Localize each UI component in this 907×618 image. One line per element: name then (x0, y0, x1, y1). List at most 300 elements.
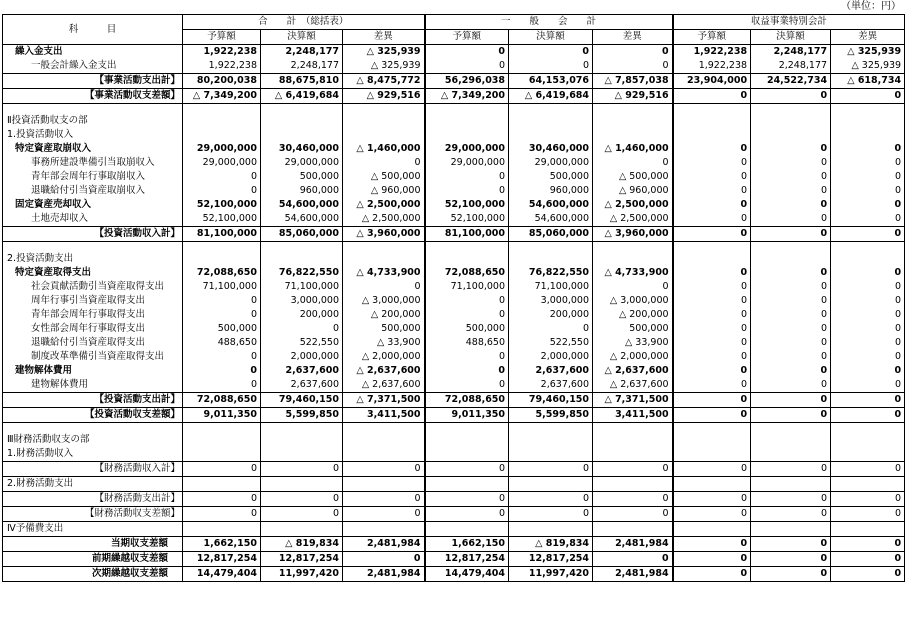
value-cell: 0 (425, 378, 509, 393)
value-cell: △ 6,419,684 (509, 89, 593, 104)
value-cell: 72,088,650 (425, 266, 509, 280)
value-cell: △ 2,637,600 (593, 378, 673, 393)
value-cell: 0 (673, 308, 751, 322)
value-cell: △ 2,637,600 (343, 364, 425, 378)
value-cell: 29,000,000 (183, 156, 261, 170)
value-cell: 0 (751, 507, 831, 522)
value-cell: 200,000 (261, 308, 343, 322)
header-item: 科 目 (3, 15, 183, 45)
value-cell: △ 2,637,600 (343, 378, 425, 393)
value-cell (183, 433, 261, 447)
value-cell (673, 522, 751, 537)
value-cell: 71,100,000 (261, 280, 343, 294)
value-cell (831, 433, 905, 447)
value-cell: 0 (425, 364, 509, 378)
col-actual: 決算額 (751, 30, 831, 45)
blank-cell (425, 104, 509, 115)
value-cell (831, 477, 905, 492)
value-cell: △ 4,733,900 (593, 266, 673, 280)
value-cell: 0 (673, 266, 751, 280)
value-cell: 0 (593, 45, 673, 60)
row-label: Ⅱ投資活動収支の部 (3, 114, 183, 128)
value-cell: 23,904,000 (673, 74, 751, 89)
row-label: 【投資活動収支差額】 (3, 408, 183, 423)
value-cell: 0 (831, 280, 905, 294)
value-cell: 29,000,000 (425, 142, 509, 156)
blank-cell (183, 104, 261, 115)
row-label: 土地売却収入 (3, 212, 183, 227)
value-cell: 2,481,984 (593, 567, 673, 582)
value-cell: 79,460,150 (509, 393, 593, 408)
value-cell (425, 522, 509, 537)
row-label: 事務所建設準備引当取崩収入 (3, 156, 183, 170)
value-cell: △ 2,000,000 (343, 350, 425, 364)
row-label: 建物解体費用 (3, 378, 183, 393)
blank-cell (673, 104, 751, 115)
value-cell: △ 325,939 (343, 45, 425, 60)
value-cell: 0 (831, 294, 905, 308)
row-label: 当期収支差額 (3, 537, 183, 552)
value-cell: 0 (673, 336, 751, 350)
value-cell: 0 (751, 492, 831, 507)
value-cell (425, 252, 509, 266)
value-cell: 0 (831, 507, 905, 522)
blank-cell (509, 104, 593, 115)
value-cell: 85,060,000 (509, 227, 593, 242)
value-cell: 0 (751, 142, 831, 156)
value-cell (183, 522, 261, 537)
value-cell (183, 252, 261, 266)
value-cell: △ 33,900 (343, 336, 425, 350)
table-row (3, 45, 905, 60)
value-cell: △ 1,460,000 (343, 142, 425, 156)
table-row (3, 227, 905, 242)
table-row (3, 462, 905, 477)
value-cell: 30,460,000 (509, 142, 593, 156)
table-row (3, 74, 905, 89)
col-budget: 予算額 (425, 30, 509, 45)
value-cell: 0 (673, 280, 751, 294)
value-cell: △ 929,516 (593, 89, 673, 104)
value-cell: 0 (751, 184, 831, 198)
row-label: 1.投資活動収入 (3, 128, 183, 142)
value-cell: 14,479,404 (425, 567, 509, 582)
value-cell: △ 8,475,772 (343, 74, 425, 89)
blank-cell (751, 423, 831, 434)
blank-cell (593, 242, 673, 253)
value-cell: 0 (831, 364, 905, 378)
col-diff: 差異 (343, 30, 425, 45)
value-cell (751, 433, 831, 447)
value-cell (261, 252, 343, 266)
blank-cell (831, 242, 905, 253)
value-cell: 500,000 (261, 170, 343, 184)
value-cell: 0 (183, 350, 261, 364)
value-cell: 200,000 (509, 308, 593, 322)
value-cell: 2,000,000 (261, 350, 343, 364)
value-cell: 12,817,254 (183, 552, 261, 567)
value-cell (593, 433, 673, 447)
table-row (3, 447, 905, 462)
value-cell: 2,248,177 (751, 59, 831, 74)
value-cell: 0 (425, 59, 509, 74)
table-row (3, 242, 905, 253)
blank-cell (673, 242, 751, 253)
value-cell (593, 477, 673, 492)
value-cell: 0 (751, 552, 831, 567)
table-row (3, 294, 905, 308)
value-cell: 488,650 (183, 336, 261, 350)
table-row (3, 156, 905, 170)
value-cell: 1,922,238 (673, 59, 751, 74)
value-cell: 0 (831, 408, 905, 423)
value-cell: 0 (673, 537, 751, 552)
value-cell (261, 477, 343, 492)
value-cell: 0 (593, 462, 673, 477)
value-cell (425, 477, 509, 492)
value-cell: 0 (673, 408, 751, 423)
blank-cell (3, 104, 183, 115)
value-cell: △ 7,371,500 (593, 393, 673, 408)
blank-cell (261, 242, 343, 253)
value-cell: 0 (673, 462, 751, 477)
table-row (3, 408, 905, 423)
value-cell: 0 (751, 89, 831, 104)
row-label: 【事業活動収支差額】 (3, 89, 183, 104)
value-cell (509, 252, 593, 266)
value-cell (261, 114, 343, 128)
value-cell: 0 (751, 322, 831, 336)
row-label: 【事業活動支出計】 (3, 74, 183, 89)
table-row (3, 170, 905, 184)
value-cell: 0 (673, 492, 751, 507)
value-cell: 0 (183, 184, 261, 198)
table-row (3, 492, 905, 507)
value-cell: 0 (343, 552, 425, 567)
value-cell: 0 (751, 280, 831, 294)
value-cell: 0 (751, 537, 831, 552)
row-label: 前期繰越収支差額 (3, 552, 183, 567)
value-cell: △ 929,516 (343, 89, 425, 104)
value-cell: 0 (343, 280, 425, 294)
value-cell: 72,088,650 (183, 266, 261, 280)
value-cell: △ 500,000 (593, 170, 673, 184)
value-cell: △ 6,419,684 (261, 89, 343, 104)
blank-cell (261, 423, 343, 434)
row-label: 女性部会周年行事取得支出 (3, 322, 183, 336)
table-row (3, 198, 905, 212)
value-cell (183, 128, 261, 142)
value-cell: 0 (673, 294, 751, 308)
value-cell: 1,922,238 (673, 45, 751, 60)
value-cell: 0 (831, 336, 905, 350)
value-cell: 500,000 (509, 170, 593, 184)
row-label: 1.財務活動収入 (3, 447, 183, 462)
value-cell: 30,460,000 (261, 142, 343, 156)
value-cell: 0 (343, 492, 425, 507)
value-cell: △ 960,000 (343, 184, 425, 198)
row-label: 建物解体費用 (3, 364, 183, 378)
table-row (3, 507, 905, 522)
value-cell (343, 477, 425, 492)
value-cell (673, 477, 751, 492)
table-row (3, 552, 905, 567)
value-cell: 0 (343, 507, 425, 522)
table-row (3, 266, 905, 280)
value-cell: 0 (425, 294, 509, 308)
value-cell: 500,000 (183, 322, 261, 336)
value-cell: 0 (425, 170, 509, 184)
value-cell: 0 (831, 322, 905, 336)
value-cell: 0 (673, 378, 751, 393)
value-cell: 0 (751, 336, 831, 350)
value-cell: 3,411,500 (593, 408, 673, 423)
value-cell: 2,637,600 (261, 378, 343, 393)
value-cell: 0 (593, 507, 673, 522)
value-cell: 0 (831, 142, 905, 156)
value-cell (509, 522, 593, 537)
value-cell: 0 (751, 408, 831, 423)
value-cell: 76,822,550 (261, 266, 343, 280)
value-cell: 5,599,850 (509, 408, 593, 423)
row-label: Ⅳ予備費支出 (3, 522, 183, 537)
value-cell: 24,522,734 (751, 74, 831, 89)
value-cell: 56,296,038 (425, 74, 509, 89)
row-label: 退職給付引当資産取得支出 (3, 336, 183, 350)
value-cell: 72,088,650 (425, 393, 509, 408)
value-cell: 0 (831, 170, 905, 184)
value-cell: 0 (183, 378, 261, 393)
value-cell: 0 (343, 462, 425, 477)
value-cell (751, 477, 831, 492)
value-cell: 54,600,000 (261, 198, 343, 212)
value-cell: 0 (673, 212, 751, 227)
value-cell: 0 (425, 45, 509, 60)
value-cell: 80,200,038 (183, 74, 261, 89)
value-cell: 0 (751, 266, 831, 280)
value-cell: 0 (261, 492, 343, 507)
value-cell: 29,000,000 (509, 156, 593, 170)
value-cell: △ 33,900 (593, 336, 673, 350)
value-cell: 0 (751, 212, 831, 227)
value-cell: △ 2,500,000 (593, 212, 673, 227)
value-cell: 0 (183, 462, 261, 477)
value-cell: 0 (673, 142, 751, 156)
value-cell: 11,997,420 (261, 567, 343, 582)
value-cell: 0 (509, 45, 593, 60)
value-cell: 0 (261, 462, 343, 477)
value-cell: 522,550 (509, 336, 593, 350)
value-cell: 0 (831, 184, 905, 198)
value-cell (593, 114, 673, 128)
value-cell: 0 (751, 198, 831, 212)
value-cell: 0 (831, 198, 905, 212)
value-cell: 0 (673, 227, 751, 242)
value-cell: △ 200,000 (343, 308, 425, 322)
blank-cell (509, 423, 593, 434)
value-cell: 54,600,000 (509, 198, 593, 212)
value-cell: 3,000,000 (261, 294, 343, 308)
blank-cell (343, 104, 425, 115)
value-cell: 71,100,000 (425, 280, 509, 294)
table-row (3, 104, 905, 115)
row-label: 2.投資活動支出 (3, 252, 183, 266)
row-label: 【投資活動収入計】 (3, 227, 183, 242)
value-cell (509, 114, 593, 128)
blank-cell (831, 104, 905, 115)
value-cell: 0 (751, 364, 831, 378)
value-cell: 500,000 (425, 322, 509, 336)
value-cell (751, 114, 831, 128)
value-cell: 0 (831, 552, 905, 567)
value-cell: 0 (261, 507, 343, 522)
value-cell: 71,100,000 (509, 280, 593, 294)
value-cell: 0 (751, 378, 831, 393)
value-cell: 0 (751, 567, 831, 582)
value-cell: 0 (751, 462, 831, 477)
value-cell: △ 7,857,038 (593, 74, 673, 89)
value-cell: 0 (831, 308, 905, 322)
value-cell: 2,481,984 (593, 537, 673, 552)
value-cell (343, 252, 425, 266)
col-actual: 決算額 (509, 30, 593, 45)
value-cell (509, 447, 593, 462)
value-cell: 9,011,350 (425, 408, 509, 423)
col-budget: 予算額 (183, 30, 261, 45)
table-row (3, 322, 905, 336)
value-cell: 0 (593, 492, 673, 507)
value-cell: 0 (831, 350, 905, 364)
value-cell (751, 522, 831, 537)
value-cell: 1,922,238 (183, 59, 261, 74)
value-cell: 0 (593, 280, 673, 294)
value-cell (831, 128, 905, 142)
value-cell: 2,481,984 (343, 567, 425, 582)
table-row (3, 280, 905, 294)
value-cell: 14,479,404 (183, 567, 261, 582)
value-cell (261, 522, 343, 537)
value-cell: 0 (673, 156, 751, 170)
row-label: 特定資産取得支出 (3, 266, 183, 280)
value-cell: 0 (831, 393, 905, 408)
value-cell: 0 (751, 227, 831, 242)
row-label: Ⅲ財務活動収支の部 (3, 433, 183, 447)
value-cell (261, 433, 343, 447)
blank-cell (343, 242, 425, 253)
value-cell: 0 (183, 170, 261, 184)
value-cell (509, 477, 593, 492)
value-cell: 52,100,000 (425, 212, 509, 227)
blank-cell (183, 242, 261, 253)
blank-cell (593, 423, 673, 434)
table-row (3, 142, 905, 156)
value-cell: 0 (509, 59, 593, 74)
value-cell: 0 (751, 308, 831, 322)
row-label: 【財務活動収入計】 (3, 462, 183, 477)
value-cell (343, 522, 425, 537)
value-cell (509, 433, 593, 447)
value-cell: 0 (593, 156, 673, 170)
value-cell: 2,637,600 (261, 364, 343, 378)
value-cell (831, 252, 905, 266)
value-cell: △ 3,960,000 (593, 227, 673, 242)
blank-cell (3, 423, 183, 434)
value-cell: 72,088,650 (183, 393, 261, 408)
row-label: 周年行事引当資産取得支出 (3, 294, 183, 308)
value-cell: 52,100,000 (183, 212, 261, 227)
value-cell: 2,000,000 (509, 350, 593, 364)
value-cell: 29,000,000 (261, 156, 343, 170)
value-cell (673, 128, 751, 142)
value-cell: 64,153,076 (509, 74, 593, 89)
value-cell: 81,100,000 (183, 227, 261, 242)
row-label: 2.財務活動支出 (3, 477, 183, 492)
value-cell: 2,637,600 (509, 364, 593, 378)
row-label: 制度改革準備引当資産取得支出 (3, 350, 183, 364)
value-cell: 500,000 (343, 322, 425, 336)
value-cell: 522,550 (261, 336, 343, 350)
value-cell: △ 7,371,500 (343, 393, 425, 408)
value-cell: △ 2,500,000 (593, 198, 673, 212)
value-cell: 11,997,420 (509, 567, 593, 582)
value-cell (183, 447, 261, 462)
value-cell: △ 4,733,900 (343, 266, 425, 280)
value-cell (183, 477, 261, 492)
value-cell: 0 (751, 156, 831, 170)
value-cell: 0 (673, 507, 751, 522)
value-cell: △ 7,349,200 (183, 89, 261, 104)
value-cell (593, 128, 673, 142)
col-diff: 差異 (593, 30, 673, 45)
blank-cell (425, 423, 509, 434)
value-cell (593, 522, 673, 537)
value-cell: 54,600,000 (509, 212, 593, 227)
value-cell: 0 (183, 308, 261, 322)
value-cell (831, 114, 905, 128)
row-label: 【財務活動支出計】 (3, 492, 183, 507)
value-cell: 0 (831, 89, 905, 104)
value-cell: 79,460,150 (261, 393, 343, 408)
row-label: 特定資産取崩収入 (3, 142, 183, 156)
blank-cell (425, 242, 509, 253)
value-cell: 0 (673, 567, 751, 582)
value-cell: 0 (183, 364, 261, 378)
value-cell (751, 128, 831, 142)
value-cell: 0 (831, 378, 905, 393)
value-cell: 0 (673, 89, 751, 104)
value-cell: △ 3,000,000 (343, 294, 425, 308)
value-cell: 3,411,500 (343, 408, 425, 423)
value-cell: 54,600,000 (261, 212, 343, 227)
value-cell: 960,000 (261, 184, 343, 198)
blank-cell (343, 423, 425, 434)
table-row (3, 537, 905, 552)
value-cell: 0 (673, 364, 751, 378)
value-cell: △ 325,939 (343, 59, 425, 74)
value-cell: 12,817,254 (509, 552, 593, 567)
value-cell: 76,822,550 (509, 266, 593, 280)
row-label: 青年部会周年行事取得支出 (3, 308, 183, 322)
value-cell: 0 (425, 184, 509, 198)
value-cell: 52,100,000 (425, 198, 509, 212)
value-cell: 1,662,150 (183, 537, 261, 552)
table-row (3, 59, 905, 74)
value-cell: 0 (673, 322, 751, 336)
value-cell (673, 433, 751, 447)
value-cell: 81,100,000 (425, 227, 509, 242)
value-cell: △ 3,000,000 (593, 294, 673, 308)
value-cell: 88,675,810 (261, 74, 343, 89)
